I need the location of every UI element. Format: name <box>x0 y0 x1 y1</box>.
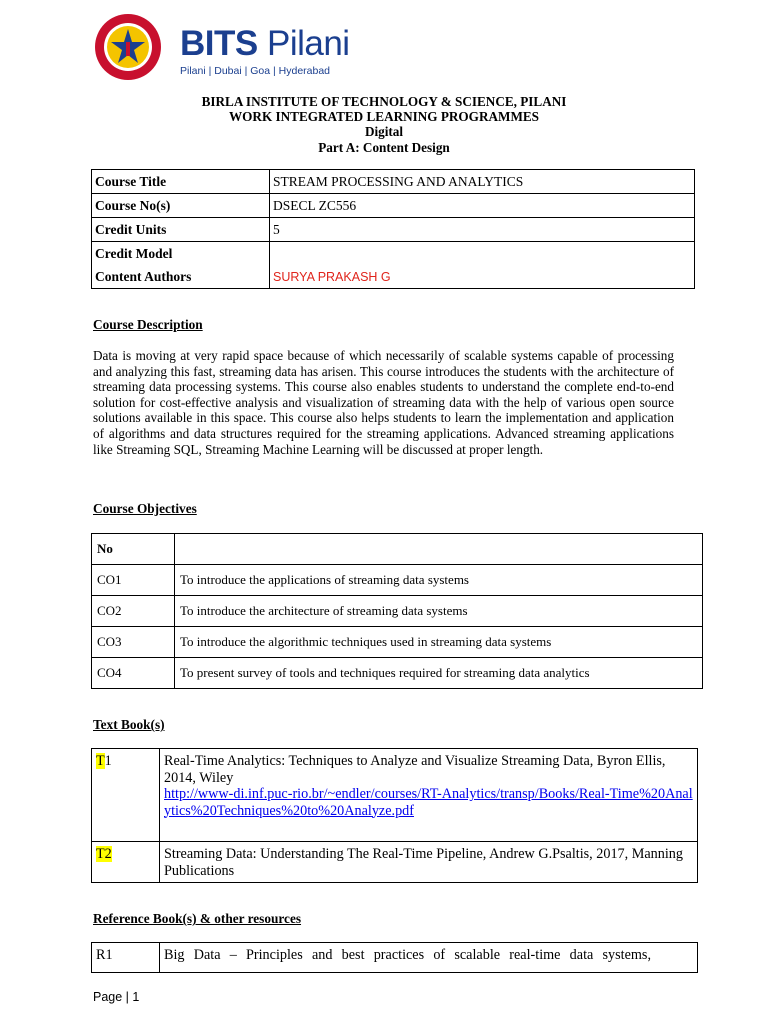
course-info-value: 5 <box>270 218 695 242</box>
text-book-entry <box>160 749 698 842</box>
table-row <box>92 596 703 627</box>
bits-pilani-logo <box>88 12 348 78</box>
course-objectives-heading: Course Objectives <box>93 501 197 516</box>
objectives-col-desc <box>175 534 703 565</box>
text-book-entry <box>160 842 698 883</box>
text-book-no <box>92 842 160 883</box>
highlighted-marker: T2 <box>96 846 112 862</box>
delivery-mode: Digital <box>364 124 404 139</box>
course-info-label: Credit Model <box>92 242 270 266</box>
table-row <box>92 842 698 883</box>
text-book-citation: Real-Time Analytics: Techniques to Analyze and Visualize Streaming Data, Byron Ellis, 2014, Wiley <box>164 753 666 786</box>
course-info-label: Credit Units <box>92 218 270 242</box>
table-row <box>92 749 698 842</box>
reference-books-table <box>91 942 698 973</box>
text-book-no <box>92 749 160 842</box>
course-info-label: Course Title <box>92 170 270 194</box>
course-info-value <box>270 242 695 266</box>
objective-text: To introduce the algorithmic techniques used in streaming data systems <box>175 627 703 658</box>
course-info-row <box>92 194 695 218</box>
course-info-label: Content Authors <box>92 265 270 289</box>
objective-text: To present survey of tools and techniques required for streaming data analytics <box>175 658 703 689</box>
objectives-header-row <box>92 534 703 565</box>
course-description-heading: Course Description <box>93 317 203 332</box>
table-row <box>92 627 703 658</box>
highlighted-marker: T <box>96 753 105 769</box>
course-info-label: Course No(s) <box>92 194 270 218</box>
text-book-link[interactable]: http://www-di.inf.puc-rio.br/~endler/courses/RT-Analytics/transp/Books/Real-Time%20Analytics%20Techniques%20to%20Analyze.pdf <box>164 786 693 819</box>
bits-emblem-icon <box>88 12 168 82</box>
course-info-value: DSECL ZC556 <box>270 194 695 218</box>
page-number: Page | 1 <box>93 990 140 1004</box>
table-row <box>92 658 703 689</box>
objective-no: CO4 <box>92 658 175 689</box>
reference-no: R1 <box>92 943 160 973</box>
course-info-row <box>92 242 695 266</box>
institute-name: BIRLA INSTITUTE OF TECHNOLOGY & SCIENCE, PILANI <box>201 94 567 109</box>
table-row <box>92 943 698 973</box>
course-description-text: Data is moving at very rapid space because of which necessarily of scalable systems capable of processing and analyzing this fast, streaming data has arisen. This course introduces the students with the architecture of streaming data processing systems. This course also enables students to understand the complete end-to-end solution for cost-effective analysis and visualization of streaming data with the help of various open source solutions available in this space. This course also helps students to learn the implementation and application of algorithms and data structures required for the streaming applications. Advanced streaming applications like Streaming SQL, Streaming Machine Learning will be discussed at proper length. <box>93 348 674 457</box>
objective-no: CO3 <box>92 627 175 658</box>
reference-books-heading: Reference Book(s) & other resources <box>93 911 302 926</box>
course-info-value: STREAM PROCESSING AND ANALYTICS <box>270 170 695 194</box>
course-info-row <box>92 218 695 242</box>
course-info-value <box>270 265 695 289</box>
objectives-col-no: No <box>92 534 175 565</box>
text-books-table <box>91 748 698 883</box>
part-title: Part A: Content Design <box>318 140 450 155</box>
text-book-no-suffix: 1 <box>104 753 112 769</box>
text-books-heading: Text Book(s) <box>93 717 165 732</box>
course-info-table <box>91 169 695 289</box>
objective-no: CO2 <box>92 596 175 627</box>
logo-wordmark: BITS Pilani <box>180 24 350 63</box>
course-info-row <box>92 170 695 194</box>
objective-text: To introduce the architecture of streaming data systems <box>175 596 703 627</box>
reference-text: Big Data – Principles and best practices of scalable real-time data systems, <box>160 943 698 973</box>
course-info-row <box>92 265 695 289</box>
objective-text: To introduce the applications of streaming data systems <box>175 565 703 596</box>
content-author: SURYA PRAKASH G <box>273 269 391 284</box>
objective-no: CO1 <box>92 565 175 596</box>
programme-name: WORK INTEGRATED LEARNING PROGRAMMES <box>228 109 540 124</box>
text-book-citation: Streaming Data: Understanding The Real-Time Pipeline, Andrew G.Psaltis, 2017, Manning Publications <box>164 846 683 879</box>
table-row <box>92 565 703 596</box>
logo-campuses: Pilani | Dubai | Goa | Hyderabad <box>180 65 331 77</box>
course-objectives-table <box>91 533 703 689</box>
